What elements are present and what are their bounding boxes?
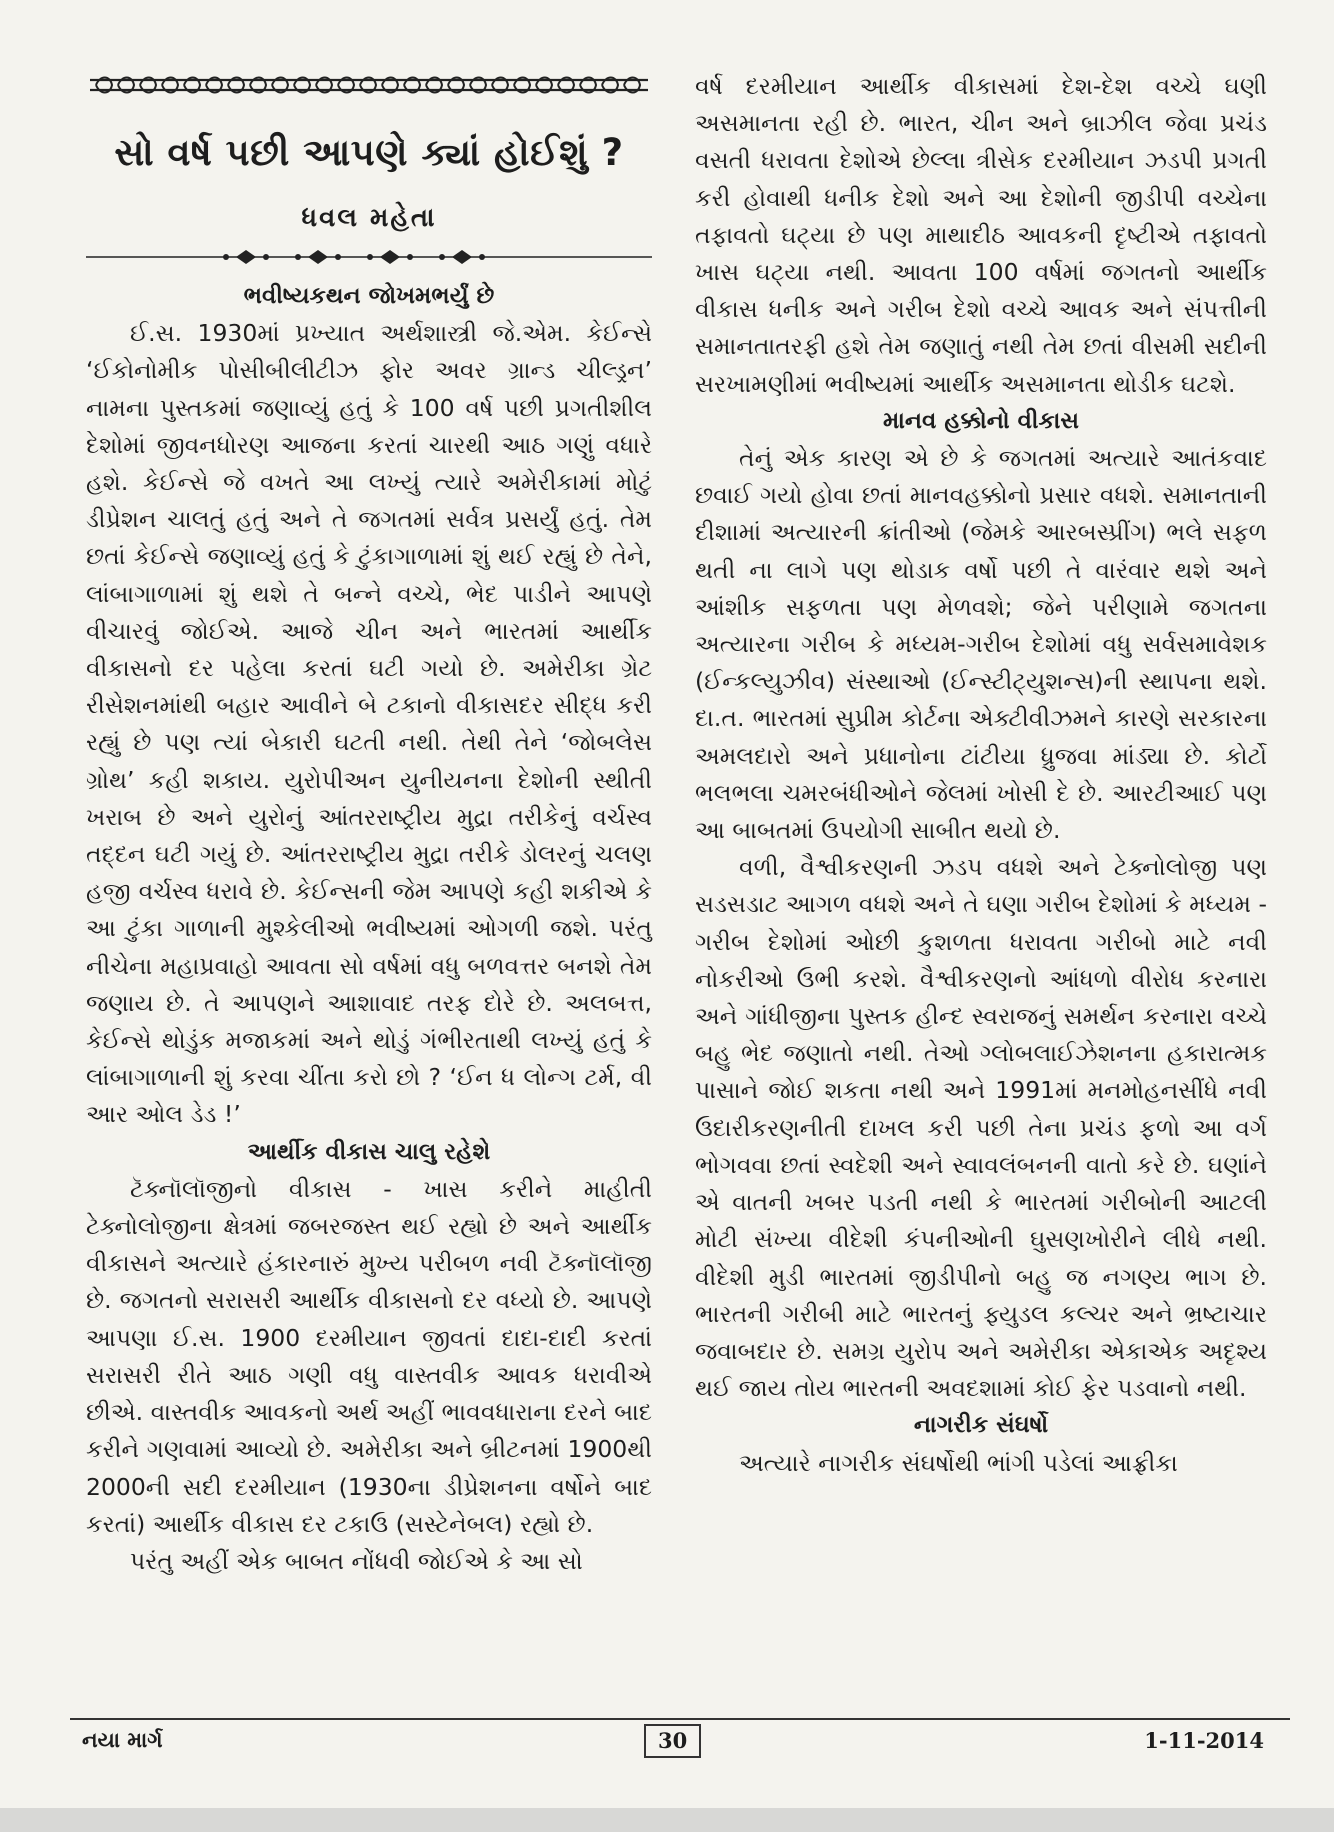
body-paragraph: વળી, વૈશ્વીકરણની ઝડપ વધશે અને ટેક્નોલોજી પણ સડસડાટ આગળ વધશે અને તે ઘણા ગરીબ દેશોમાં કે મધ્યમ - ગરીબ દેશોમાં ઓછી કુશળતા ધરાવતા ગરીબો માટે નવી નોકરીઓ ઉભી કરશે. વૈશ્વીકરણનો આંધળો વીરોધ કરનારા અને ગાંધીજીના પુસ્તક હીન્દ સ્વરાજનું સમર્થન કરનારા વચ્ચે બહુ ભેદ જણાતો નથી. તેઓ ગ્લોબલાઈઝેશનના હકારાત્મક પાસાને જોઈ શકતા નથી અને 1991માં મનમોહનસીંધે નવી ઉદારીકરણનીતી દાખલ કરી પછી તેના પ્રચંડ ફળો આ વર્ગ ભોગવવા છતાં સ્વદેશી અને સ્વાવલંબનની વાતો કરે છે. ઘણાંને એ વાતની ખબર પડતી નથી કે ભારતમાં ગરીબોની આટલી મોટી સંખ્યા વીદેશી કંપનીઓની ઘુસણખોરીને લીધે નથી. વીદેશી મુડી ભારતમાં જીડીપીનો બહુ જ નગણ્ય ભાગ છે. ભારતની ગરીબી માટે ભારતનું ફ્યુડલ કલ્ચર અને ભ્રષ્ટાચાર જવાબદાર છે. સમગ્ર યુરોપ અને અમેરીકા એકાએક અદૃશ્ય થઈ જાય તોય ભારતની અવદશામાં કોઈ ફેર પડવાનો નથી. [695, 853, 1267, 1403]
top-ornament-border [86, 66, 652, 106]
footer-rule [70, 1718, 1290, 1720]
body-paragraph: ઈ.સ. 1930માં પ્રખ્યાત અર્થશાસ્ત્રી જે.એમ. કેઈન્સે ‘ઈકોનોમીક પોસીબીલીટીઝ ફોર અવર ગ્રાન્ડ ચીલ્ડ્રન’ નામના પુસ્તકમાં જણાવ્યું હતું કે 100 વર્ષ પછી પ્રગતીશીલ દેશોમાં જીવનધોરણ આજના કરતાં ચારથી આઠ ગણું વધારે હશે. કેઈન્સે જે વખતે આ લખ્યું ત્યારે અમેરીકામાં મોટું ડીપ્રેશન ચાલતું હતું અને તે જગતમાં સર્વત્ર પ્રસર્યું હતું. તેમ છતાં કેઈન્સે જણાવ્યું હતું કે ટુંકાગાળામાં શું થઈ રહ્યું છે તેને, લાંબાગાળામાં શું થશે તે બન્ને વચ્ચે, ભેદ પાડીને આપણે વીચારવું જોઈએ. આજે ચીન અને ભારતમાં આર્થીક વીકાસનો દર પહેલા કરતાં ઘટી ગયો છે. અમેરીકા ગ્રેટ રીસેશનમાંથી બહાર આવીને બે ટકાનો વીકાસદર સીદ્ધ કરી રહ્યું છે પણ ત્યાં બેકારી ઘટતી નથી. તેથી તેને ‘જોબલેસ ગ્રોથ’ કહી શકાય. યુરોપીઅન યુનીયનના દેશોની સ્થીતી ખરાબ છે અને યુરોનું આંતરરાષ્ટ્રીય મુદ્રા તરીકેનું વર્ચસ્વ તદ્દન ઘટી ગયું છે. આંતરરાષ્ટ્રીય મુદ્રા તરીકે ડોલરનું ચલણ હજી વર્ચસ્વ ધરાવે છે. કેઈન્સની જેમ આપણે કહી શકીએ કે આ ટુંકા ગાળાની મુશ્કેલીઓ ભવીષ્યમાં ઓગળી જશે. પરંતુ નીચેના મહાપ્રવાહો આવતા સો વર્ષમાં વધુ બળવત્તર બનશે તેમ જણાય છે. તે આપણને આશાવાદ તરફ દોરે છે. અલબત્ત, કેઈન્સે થોડુંક મજાકમાં અને થોડું ગંભીરતાથી લખ્યું હતું કે લાંબાગાળાની શું કરવા ચીંતા કરો છો ? ‘ઈન ધ લોન્ગ ટર્મ, વી આર ઓલ ડેડ !’ [86, 319, 652, 1129]
right-column-body [695, 68, 1267, 1482]
body-paragraph: અત્યારે નાગરીક સંઘર્ષોથી ભાંગી પડેલાં આફ્રીકા [739, 1448, 1178, 1477]
article-title: સો વર્ષ પછી આપણે ક્યાં હોઈશું ? [114, 131, 624, 174]
body-paragraph: પરંતુ અહીં એક બાબત નોંધવી જોઈએ કે આ સો [130, 1546, 583, 1575]
left-column-body [86, 278, 652, 1580]
body-paragraph: તેનું એક કારણ એ છે કે જગતમાં અત્યારે આતંકવાદ છવાઈ ગયો હોવા છતાં માનવહક્કોનો પ્રસાર વધશે. સમાનતાની દીશામાં અત્યારની ક્રાંતીઓ (જેમકે આરબસ્પ્રીંગ) ભલે સફળ થતી ના લાગે પણ થોડાક વર્ષો પછી તે વારંવાર થશે અને આંશીક સફળતા પણ મેળવશે; જેને પરીણામે જગતના અત્યારના ગરીબ કે મધ્યમ-ગરીબ દેશોમાં વધુ સર્વસમાવેશક (ઈન્કલ્યુઝીવ) સંસ્થાઓ (ઈન્સ્ટીટ્યુશન્સ)ની સ્થાપના થશે. દા.ત. ભારતમાં સુપ્રીમ કોર્ટના એક્ટીવીઝમને કારણે સરકારના અમલદારો અને પ્રધાનોના ટાંટીયા ધ્રુજવા માંડ્યા છે. કોર્ટો ભલભલા ચમરબંધીઓને જેલમાં ખોસી દે છે. આરટીઆઈ પણ આ બાબતમાં ઉપયોગી સાબીત થયો છે. [695, 444, 1267, 845]
section-heading: ભવીષ્યકથન જોખમભર્યું છે [243, 283, 495, 309]
left-column [86, 66, 652, 1580]
scan-bottom-band [0, 1808, 1334, 1832]
section-heading: આર્થીક વીકાસ ચાલુ રહેશે [247, 1138, 491, 1165]
footer-page-number: 30 [644, 1724, 701, 1758]
right-column [695, 68, 1267, 1482]
footer-date: 1-11-2014 [1144, 1728, 1264, 1753]
body-paragraph-continued: વર્ષ દરમીયાન આર્થીક વીકાસમાં દેશ-દેશ વચ્ચે ઘણી અસમાનતા રહી છે. ભારત, ચીન અને બ્રાઝીલ જેવા પ્રચંડ વસતી ધરાવતા દેશોએ છેલ્લા ત્રીસેક દરમીયાન ઝડપી પ્રગતી કરી હોવાથી ધનીક દેશો અને આ દેશોની જીડીપી વચ્ચેના તફાવતો ઘટ્યા છે પણ માથાદીઠ આવકની દૃષ્ટીએ તફાવતો ખાસ ઘટ્યા નથી. આવતા 100 વર્ષમાં જગતનો આર્થીક વીકાસ ધનીક અને ગરીબ દેશો વચ્ચે આવક અને સંપત્તીની સમાનતાતરફી હશે તેમ જણાતું નથી તેમ છતાં વીસમી સદીની સરખામણીમાં ભવીષ્યમાં આર્થીક અસમાનતા થોડીક ઘટશે. [695, 72, 1267, 398]
footer-magazine-name: નયા માર્ગ [82, 1728, 163, 1752]
author-divider-ornament [86, 242, 652, 272]
author-name: ધવલ મહેતા [301, 203, 437, 233]
body-paragraph: ટૅક્નૉલૉજીનો વીકાસ - ખાસ કરીને માહીતી ટેક્નોલોજીના ક્ષેત્રમાં જબરજસ્ત થઈ રહ્યો છે અને આર્થીક વીકાસને અત્યારે હંકારનારું મુખ્ય પરીબળ નવી ટૅક્નૉલૉજી છે. જગતનો સરાસરી આર્થીક વીકાસનો દર વધ્યો છે. આપણે આપણા ઈ.સ. 1900 દરમીયાન જીવતાં દાદા-દાદી કરતાં સરાસરી રીતે આઠ ગણી વધુ વાસ્તવીક આવક ધરાવીએ છીએ. વાસ્તવીક આવકનો અર્થ અહીં ભાવવધારાના દરને બાદ કરીને ગણવામાં આવ્યો છે. અમેરીકા અને બ્રીટનમાં 1900થી 2000ની સદી દરમીયાન (1930ના ડીપ્રેશનના વર્ષોને બાદ કરતાં) આર્થીક વીકાસ દર ટકાઉ (સસ્ટેનેબલ) રહ્યો છે. [86, 1174, 652, 1538]
section-heading: માનવ હક્કોનો વીકાસ [882, 407, 1079, 434]
section-heading: નાગરીક સંઘર્ષો [913, 1412, 1049, 1439]
